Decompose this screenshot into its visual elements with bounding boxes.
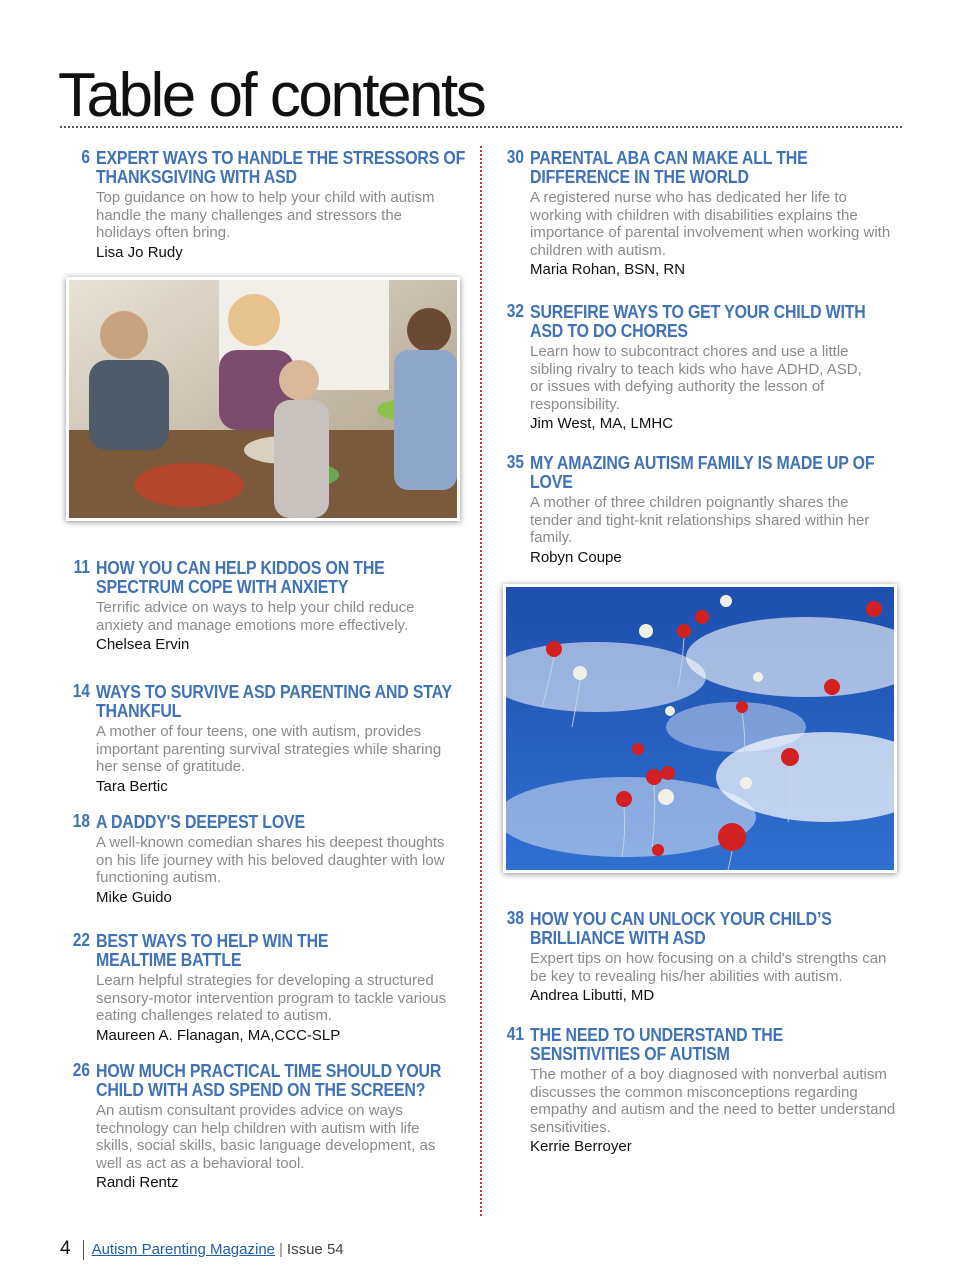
page-number: 35 bbox=[506, 452, 524, 472]
family-dinner-photo bbox=[66, 277, 460, 521]
article-description: The mother of a boy diagnosed with nonverbal autism discusses the common misconceptions regarding empathy and autism and the need to better understand sensitivities. bbox=[530, 1066, 896, 1136]
article-author: Kerrie Berroyer bbox=[530, 1138, 632, 1155]
page-title: Table of contents bbox=[58, 61, 485, 130]
article-title[interactable]: SUREFIRE WAYS TO GET YOUR CHILD WITH ASD TO DO CHORES bbox=[530, 301, 866, 341]
article-author: Jim West, MA, LMHC bbox=[530, 415, 674, 432]
page-number: 26 bbox=[72, 1060, 90, 1080]
page-number: 22 bbox=[72, 930, 90, 950]
article-description: A mother of three children poignantly shares the tender and tight-knit relationships shared within her family. bbox=[530, 494, 870, 546]
page-number: 11 bbox=[73, 557, 90, 577]
article-title[interactable]: HOW MUCH PRACTICAL TIME SHOULD YOUR CHILD WITH ASD SPEND ON THE SCREEN? bbox=[96, 1060, 442, 1100]
article-title[interactable]: HOW YOU CAN HELP KIDDOS ON THE SPECTRUM COPE WITH ANXIETY bbox=[96, 557, 385, 597]
article-author: Andrea Libutti, MD bbox=[530, 987, 655, 1004]
issue-label: Issue 54 bbox=[286, 1241, 344, 1258]
article-author: Robyn Coupe bbox=[530, 548, 622, 566]
article-author: Chelsea Ervin bbox=[96, 636, 190, 653]
page-footer bbox=[60, 1238, 344, 1260]
magazine-link[interactable]: Autism Parenting Magazine bbox=[91, 1241, 276, 1258]
title-divider bbox=[60, 126, 902, 128]
article-description: A registered nurse who has dedicated her life to working with children with disabilities explains the importance of parental involvement when working with children with autism. bbox=[530, 189, 891, 259]
article-description: Learn how to subcontract chores and use a little sibling rivalry to teach kids who have ADHD, ASD, or issues with defying authority the lesson of responsibility. bbox=[530, 343, 862, 413]
article-description: Expert tips on how focusing on a child's strengths can be key to revealing his/her abilities with autism. bbox=[530, 950, 887, 985]
article-author: Lisa Jo Rudy bbox=[96, 243, 183, 261]
article-title[interactable]: A DADDY'S DEEPEST LOVE bbox=[96, 811, 305, 832]
article-author: Mike Guido bbox=[96, 888, 172, 906]
article-author: Tara Bertic bbox=[96, 777, 168, 795]
heart-balloons-photo bbox=[503, 584, 897, 873]
article-description: A well-known comedian shares his deepest thoughts on his life journey with his beloved daughter with low functioning autism. bbox=[96, 834, 445, 886]
page-number: 32 bbox=[506, 301, 524, 321]
article-title[interactable]: WAYS TO SURVIVE ASD PARENTING AND STAY THANKFUL bbox=[96, 681, 452, 721]
page-number: 41 bbox=[506, 1024, 524, 1044]
article-description: A mother of four teens, one with autism, provides important parenting survival strategies while sharing her sense of gratitude. bbox=[96, 723, 442, 775]
page-number: 38 bbox=[506, 908, 524, 928]
article-description: Terrific advice on ways to help your child reduce anxiety and manage emotions more effectively. bbox=[96, 599, 415, 634]
article-title[interactable]: THE NEED TO UNDERSTAND THE SENSITIVITIES OF AUTISM bbox=[530, 1024, 784, 1064]
article-title[interactable]: BEST WAYS TO HELP WIN THE MEALTIME BATTLE bbox=[96, 930, 329, 970]
article-title[interactable]: MY AMAZING AUTISM FAMILY IS MADE UP OF LOVE bbox=[530, 452, 875, 492]
article-title[interactable]: HOW YOU CAN UNLOCK YOUR CHILD’S BRILLIANCE WITH ASD bbox=[530, 908, 832, 948]
article-description: Top guidance on how to help your child with autism handle the many challenges and stressors the holidays often bring. bbox=[96, 189, 435, 241]
article-author: Maria Rohan, BSN, RN bbox=[530, 261, 686, 278]
page-number: 6 bbox=[81, 147, 90, 167]
page-number: 30 bbox=[506, 147, 524, 167]
article-description: An autism consultant provides advice on ways technology can help children with autism with life skills, social skills, basic language development, as well as act as a behavioral tool. bbox=[96, 1102, 436, 1172]
footer-page-number: 4 bbox=[60, 1238, 71, 1259]
page-number: 14 bbox=[72, 681, 90, 701]
article-description: Learn helpful strategies for developing a structured sensory-motor intervention program to tackle various eating challenges related to autism. bbox=[96, 972, 447, 1024]
article-author: Maureen A. Flanagan, MA,CCC-SLP bbox=[96, 1026, 341, 1044]
article-author: Randi Rentz bbox=[96, 1174, 179, 1191]
article-title[interactable]: PARENTAL ABA CAN MAKE ALL THE DIFFERENCE IN THE WORLD bbox=[530, 147, 808, 187]
column-divider bbox=[480, 146, 482, 1216]
article-title[interactable]: EXPERT WAYS TO HANDLE THE STRESSORS OF THANKSGIVING WITH ASD bbox=[96, 147, 466, 187]
footer-divider bbox=[83, 1240, 84, 1260]
footer-separator: | bbox=[279, 1241, 283, 1258]
page-number: 18 bbox=[72, 811, 90, 831]
